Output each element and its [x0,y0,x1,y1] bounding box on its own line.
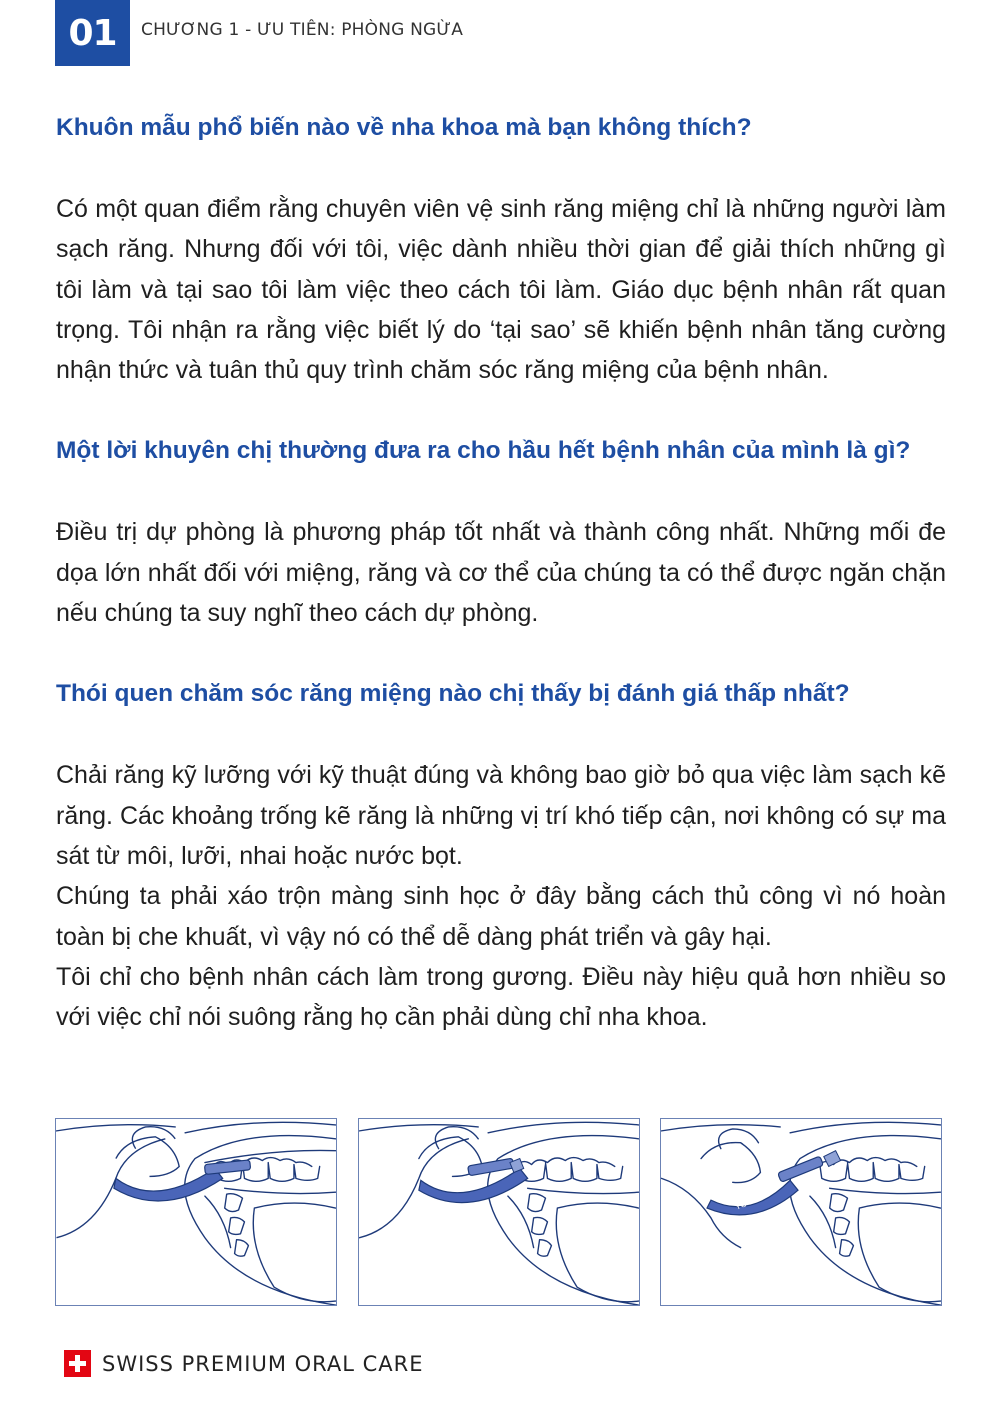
footer [64,1350,424,1377]
illustration-panel-1 [55,1118,337,1306]
illustration-row [55,1118,942,1308]
answer-paragraph: Chải răng kỹ lưỡng với kỹ thuật đúng và không bao giờ bỏ qua việc làm sạch kẽ răng. Các khoảng trống kẽ răng là những vị trí khó tiếp cận, nơi không có sự ma sát từ môi, lưỡi, nhai hoặc nước bọt. [56,761,946,870]
answer-3 [56,755,946,1037]
answer-paragraph: Tôi chỉ cho bệnh nhân cách làm trong gương. Điều này hiệu quả hơn nhiều so với việc chỉ nói suông rằng họ cần phải dùng chỉ nha khoa. [56,962,946,1032]
brush-label: YO [734,1199,749,1212]
question-heading-3: Thói quen chăm sóc răng miệng nào chị thấy bị đánh giá thấp nhất? [56,680,850,708]
brand-name: SWISS PREMIUM ORAL CARE [102,1351,424,1376]
chapter-title: CHƯƠNG 1 - ƯU TIÊN: PHÒNG NGỪA [141,20,464,40]
swiss-cross-icon [64,1350,91,1377]
answer-paragraph: Chúng ta phải xáo trộn màng sinh học ở đây bằng cách thủ công vì nó hoàn toàn bị che khuất, vì vậy nó có thể dễ dàng phát triển và gây hại. [56,882,946,951]
answer-paragraph: Điều trị dự phòng là phương pháp tốt nhất và thành công nhất. Những mối đe dọa lớn nhất đối với miệng, răng và cơ thể của chúng ta có thể được ngăn chặn nếu chúng ta suy nghĩ theo cách dự phòng. [56,518,946,628]
brush-label: YO [140,1176,155,1191]
brush-label: YO [444,1178,460,1192]
illustration-panel-2 [358,1118,640,1306]
answer-paragraph: Có một quan điểm rằng chuyên viên vệ sinh răng miệng chỉ là những người làm sạch răng. Nhưng đối với tôi, việc dành nhiều thời gian để giải thích những gì tôi làm và tại sao tôi làm việc theo cách tôi làm. Giáo dục bệnh nhân rất quan trọng. Tôi nhận ra rằng việc biết lý do ‘tại sao’ sẽ khiến bệnh nhân tăng cường nhận thức và tuân thủ quy trình chăm sóc răng miệng của bệnh nhân. [56,195,946,385]
question-heading-2: Một lời khuyên chị thường đưa ra cho hầu hết bệnh nhân của mình là gì? [56,437,911,465]
answer-1 [56,189,946,390]
interdental-brush-step-3-icon [661,1119,941,1305]
interdental-brush-step-2-icon [359,1119,639,1305]
illustration-panel-3 [660,1118,942,1306]
answer-2 [56,512,946,633]
question-heading-1: Khuôn mẫu phổ biến nào về nha khoa mà bạn không thích? [56,114,752,141]
chapter-number-badge: 01 [55,0,130,66]
article-content [56,108,946,1078]
interdental-brush-step-1-icon [56,1119,336,1305]
